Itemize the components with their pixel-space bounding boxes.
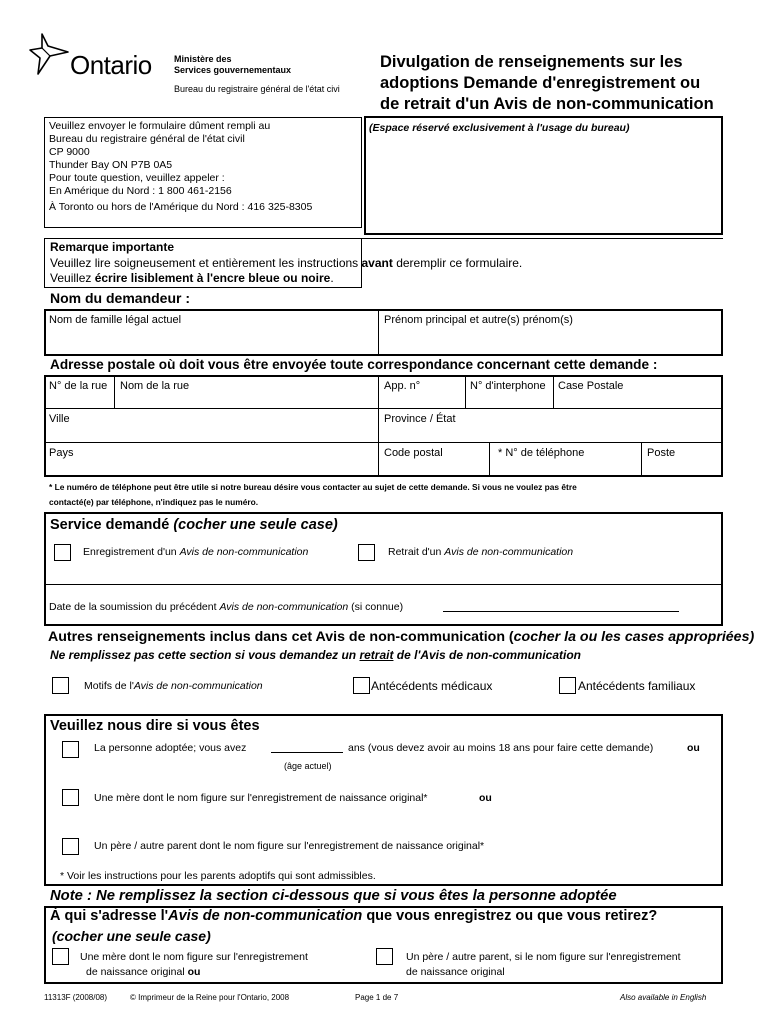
office-use-label: (Espace réservé exclusivement à l'usage du bureau) xyxy=(369,122,630,134)
identity-heading: Veuillez nous dire si vous êtes xyxy=(50,718,260,734)
father-checkbox[interactable] xyxy=(62,838,79,855)
intercom-field[interactable]: N° d'interphone xyxy=(470,380,546,392)
withdraw-checkbox[interactable] xyxy=(358,544,375,561)
page-title xyxy=(380,52,714,115)
age-input-line[interactable] xyxy=(271,752,343,753)
adoptee-age-requirement: ans (vous devez avoir au moins 18 ans pour faire cette demande) xyxy=(348,742,654,754)
medical-history-label: Antécédents médicaux xyxy=(371,679,493,693)
city-field[interactable]: Ville xyxy=(49,413,70,425)
apartment-field[interactable]: App. n° xyxy=(384,380,421,392)
reasons-option-label: Motifs de l'Avis de non-communication xyxy=(84,680,263,692)
copyright: © Imprimeur de la Reine pour l'Ontario, 2008 xyxy=(130,993,290,1002)
mother-checkbox[interactable] xyxy=(62,789,79,806)
ministry-line2: Services gouvernementaux xyxy=(174,65,292,75)
reasons-checkbox[interactable] xyxy=(52,677,69,694)
english-version-note: Also available in English xyxy=(620,993,707,1002)
bureau-name: Bureau du registraire général de l'état civi xyxy=(174,84,340,94)
addressee-mother-line2: de naissance original ou xyxy=(86,966,201,978)
previous-date-label: Date de la soumission du précédent Avis de non-communication (si connue) xyxy=(49,601,404,613)
addressee-father-line2: de naissance original xyxy=(406,966,505,978)
previous-date-line[interactable] xyxy=(443,611,679,612)
medical-history-checkbox[interactable] xyxy=(353,677,370,694)
register-checkbox[interactable] xyxy=(54,544,71,561)
country-field[interactable]: Pays xyxy=(49,447,74,459)
street-name-field[interactable]: Nom de la rue xyxy=(120,380,190,392)
mother-label: Une mère dont le nom figure sur l'enregistrement de naissance original* xyxy=(94,792,428,804)
last-name-field[interactable]: Nom de famille légal actuel xyxy=(49,314,182,326)
po-box-field[interactable]: Case Postale xyxy=(558,380,624,392)
mail-line1: Veuillez envoyer le formulaire dûment rempli au xyxy=(49,120,271,132)
mother-or: ou xyxy=(479,792,492,804)
identity-footnote: * Voir les instructions pour les parents adoptifs qui sont admissibles. xyxy=(60,870,376,882)
age-note: (âge actuel) xyxy=(284,761,332,771)
mail-line3: CP 9000 xyxy=(49,146,90,158)
street-number-field[interactable]: N° de la rue xyxy=(49,380,108,392)
mail-line4: Thunder Bay ON P7B 0A5 xyxy=(49,159,173,171)
phone-note-line1: * Le numéro de téléphone peut être utile si notre bureau désire vous contacter au sujet de cette demande. Si vous ne voulez pas être xyxy=(49,482,577,492)
adoptee-checkbox[interactable] xyxy=(62,741,79,758)
phone-note-line2: contacté(e) par téléphone, n'indiquez pas le numéro. xyxy=(49,497,259,507)
address-heading: Adresse postale où doit vous être envoyée toute correspondance concernant cette demande : xyxy=(50,357,658,372)
father-label: Un père / autre parent dont le nom figure sur l'enregistrement de naissance original* xyxy=(94,840,485,852)
mail-line7: À Toronto ou hors de l'Amérique du Nord : 416 325-8305 xyxy=(49,201,313,213)
extension-field[interactable]: Poste xyxy=(647,447,676,459)
adoptee-or: ou xyxy=(687,742,700,754)
title-line3: de retrait d'un Avis de non-communication xyxy=(380,95,714,113)
mailing-instructions xyxy=(49,120,312,214)
title-line1: Divulgation de renseignements sur les xyxy=(380,53,683,71)
withdraw-option-label: Retrait d'un Avis de non-communication xyxy=(388,546,574,558)
adoptee-label: La personne adoptée; vous avez xyxy=(94,742,247,754)
addressee-heading: À qui s'adresse l'Avis de non-communication que vous enregistrez ou que vous retirez? xyxy=(50,908,658,924)
addressee-subheading: (cocher une seule case) xyxy=(52,928,211,944)
trillium-icon xyxy=(28,30,72,78)
other-info-heading: Autres renseignements inclus dans cet Avis de non-communication (cocher la ou les cases appropriées) xyxy=(48,629,755,645)
other-info-subheading: Ne remplissez pas cette section si vous demandez un retrait de l'Avis de non-communication xyxy=(50,648,582,662)
remark-title: Remarque importante xyxy=(50,240,175,254)
service-heading: Service demandé (cocher une seule case) xyxy=(50,517,338,533)
page-number: Page 1 de 7 xyxy=(355,993,399,1002)
province-field[interactable]: Province / État xyxy=(384,413,456,425)
ministry-line1: Ministère des xyxy=(174,54,232,64)
remark-line2: Veuillez écrire lisiblement à l'encre bleue ou noire. xyxy=(50,271,334,285)
title-line2: adoptions Demande d'enregistrement ou xyxy=(380,74,701,92)
addressee-mother-checkbox[interactable] xyxy=(52,948,69,965)
applicant-heading: Nom du demandeur : xyxy=(50,290,191,306)
addressee-father-checkbox[interactable] xyxy=(376,948,393,965)
ontario-logo xyxy=(28,30,168,80)
mail-line2: Bureau du registraire général de l'état civil xyxy=(49,133,245,145)
remark-line1: Veuillez lire soigneusement et entièrement les instructions avant deremplir ce formulaire. xyxy=(50,256,523,270)
postal-code-field[interactable]: Code postal xyxy=(384,447,443,459)
form-number: 11313F (2008/08) xyxy=(44,993,108,1002)
addressee-father-line1: Un père / autre parent, si le nom figure sur l'enregistrement xyxy=(406,951,681,963)
mail-line6: En Amérique du Nord : 1 800 461-2156 xyxy=(49,185,232,197)
logo-text: Ontario xyxy=(70,50,152,80)
register-option-label: Enregistrement d'un Avis de non-communication xyxy=(83,546,309,558)
addressee-mother-line1: Une mère dont le nom figure sur l'enregistrement xyxy=(80,951,308,963)
family-history-checkbox[interactable] xyxy=(559,677,576,694)
family-history-label: Antécédents familiaux xyxy=(578,679,696,693)
phone-field[interactable]: * N° de téléphone xyxy=(498,447,585,459)
first-name-field[interactable]: Prénom principal et autre(s) prénom(s) xyxy=(384,314,573,326)
mail-line5: Pour toute question, veuillez appeler : xyxy=(49,172,225,184)
adoptee-only-note: Note : Ne remplissez la section ci-dessous que si vous êtes la personne adoptée xyxy=(50,888,617,904)
